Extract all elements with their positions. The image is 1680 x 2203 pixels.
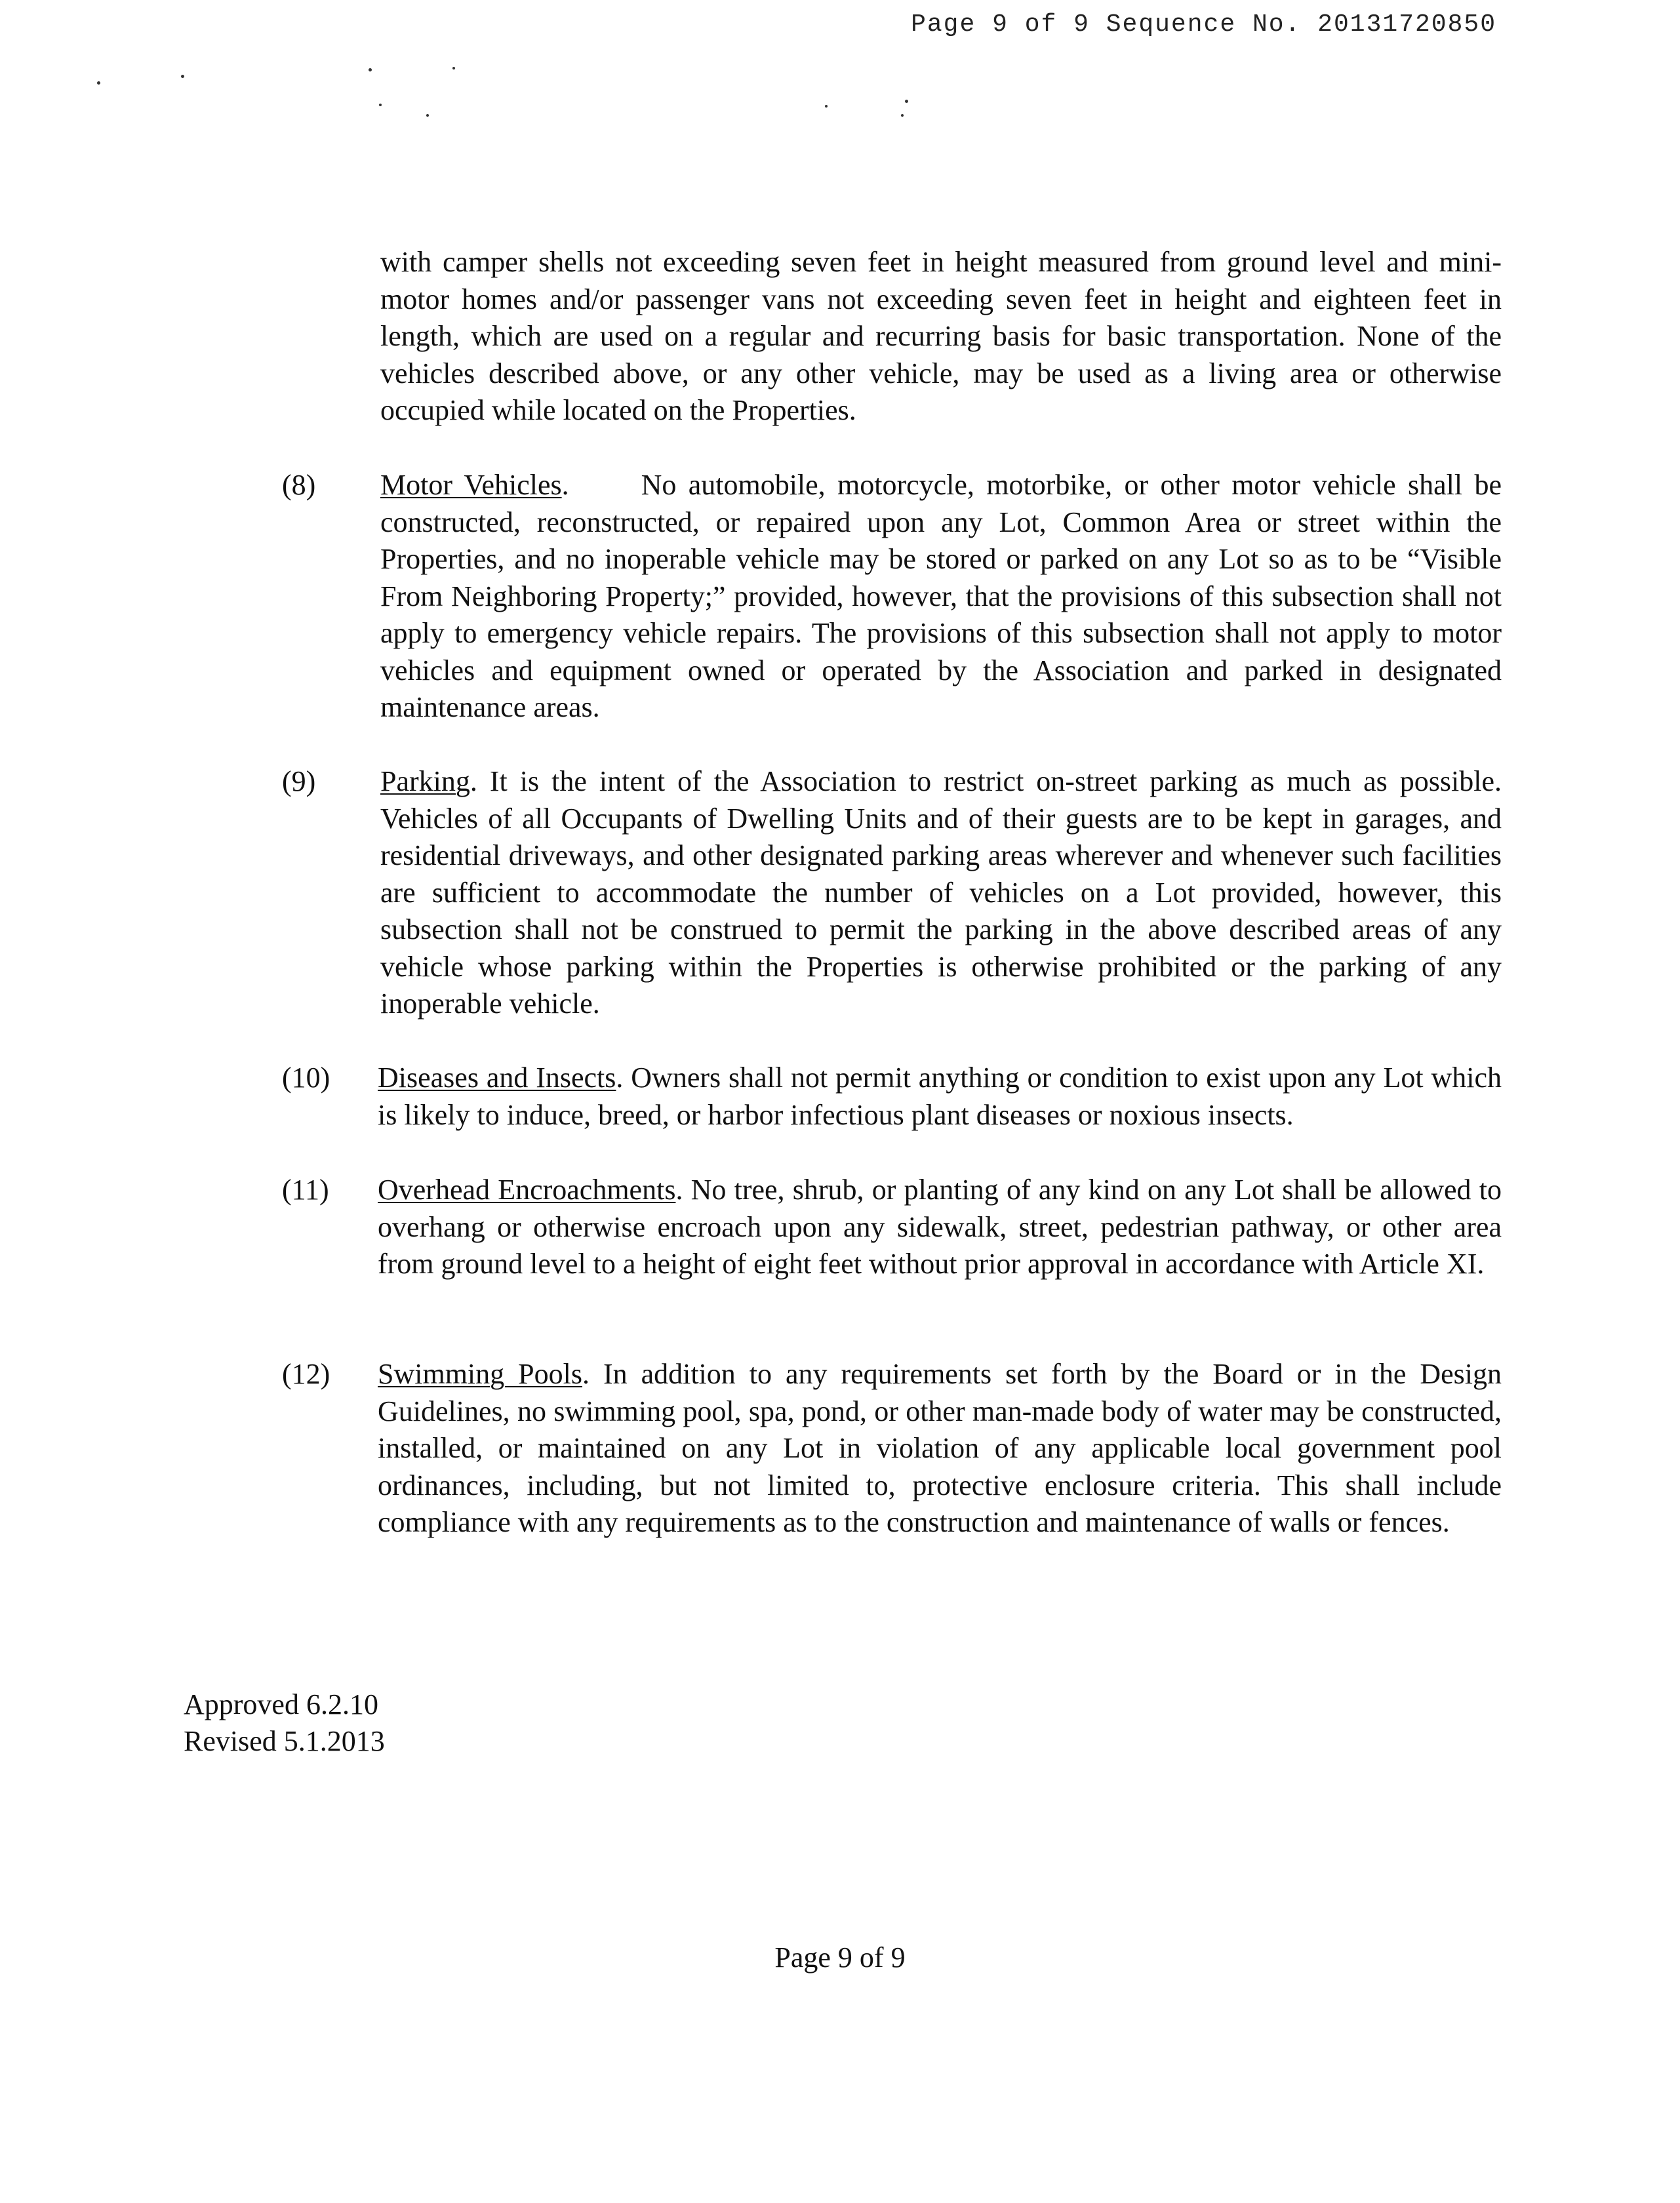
section-item-swimming-pools [282, 1356, 1502, 1541]
item-heading: Diseases and Insects [378, 1062, 616, 1094]
section-item-diseases-and-insects [282, 1060, 1502, 1134]
section-item-parking [282, 763, 1502, 1023]
item-number: (11) [282, 1174, 329, 1206]
item-number: (9) [282, 765, 316, 797]
heading-punctuation: . [616, 1062, 624, 1094]
item-text: It is the intent of the Association to restrict on-street parking as much as possible. Vehicles of all Occupants of Dwelling Units and of their guests are to be kept in garages, and residential driveways, and other designated parking areas wherever and whenever such facilities are sufficient to accommodate the number of vehicles on a Lot provided, however, this subsection shall not be construed to permit the parking in the above described areas of any vehicle whose parking within the Properties is otherwise prohibited or the parking of any inoperable vehicle. [380, 765, 1502, 1020]
revised-date: Revised 5.1.2013 [184, 1725, 385, 1757]
item-number: (12) [282, 1358, 330, 1390]
item-text: No tree, shrub, or planting of any kind on any Lot shall be allowed to overhang or otherwise encroach upon any sidewalk, street, pedestrian pathway, or other area from ground level to a height of eight feet without prior approval in accordance with Article XI. [378, 1174, 1502, 1280]
item-heading: Swimming Pools [378, 1358, 582, 1390]
item-heading: Motor Vehicles [380, 469, 562, 501]
page-footer: Page 9 of 9 [774, 1941, 906, 1974]
continuation-paragraph: with camper shells not exceeding seven feet in height measured from ground level and mini-motor homes and/or passenger vans not exceeding seven feet in height and eighteen feet in length, which are used on a regular and recurring basis for basic transportation. None of the vehicles described above, or any other vehicle, may be used as a living area or otherwise occupied while located on the Properties. [380, 246, 1502, 426]
item-text: In addition to any requirements set forth by the Board or in the Design Guidelines, no swimming pool, spa, pond, or other man-made body of water may be constructed, installed, or maintained on any Lot in violation of any applicable local government pool ordinances, including, but not limited to, protective enclosure criteria. This shall include compliance with any requirements as to the construction and maintenance of walls or fences. [378, 1358, 1502, 1538]
heading-punctuation: . [675, 1174, 683, 1206]
item-number: (10) [282, 1062, 330, 1094]
item-text: No automobile, motorcycle, motorbike, or other motor vehicle shall be constructed, reconstructed, or repaired upon any Lot, Common Area or street within the Properties, and no inoperable vehicle may be stored or parked on any Lot so as to be “Visible From Neighboring Property;” provided, however, that the provisions of this subsection shall not apply to emergency vehicle repairs. The provisions of this subsection shall not apply to motor vehicles and equipment owned or operated by the Association and parked in designated maintenance areas. [380, 469, 1502, 723]
approval-block [184, 1686, 385, 1760]
item-number: (8) [282, 469, 316, 501]
section-item-overhead-encroachments [282, 1172, 1502, 1283]
sequence-header: Page 9 of 9 Sequence No. 20131720850 [911, 10, 1496, 39]
item-text: Owners shall not permit anything or condition to exist upon any Lot which is likely to induce, breed, or harbor infectious plant diseases or noxious insects. [378, 1062, 1502, 1131]
item-heading: Overhead Encroachments [378, 1174, 676, 1206]
approved-date: Approved 6.2.10 [184, 1688, 378, 1720]
heading-punctuation: . [561, 469, 569, 501]
section-item-motor-vehicles [282, 467, 1502, 726]
heading-punctuation: . [582, 1358, 590, 1390]
item-heading: Parking [380, 765, 470, 797]
heading-punctuation: . [470, 765, 477, 797]
